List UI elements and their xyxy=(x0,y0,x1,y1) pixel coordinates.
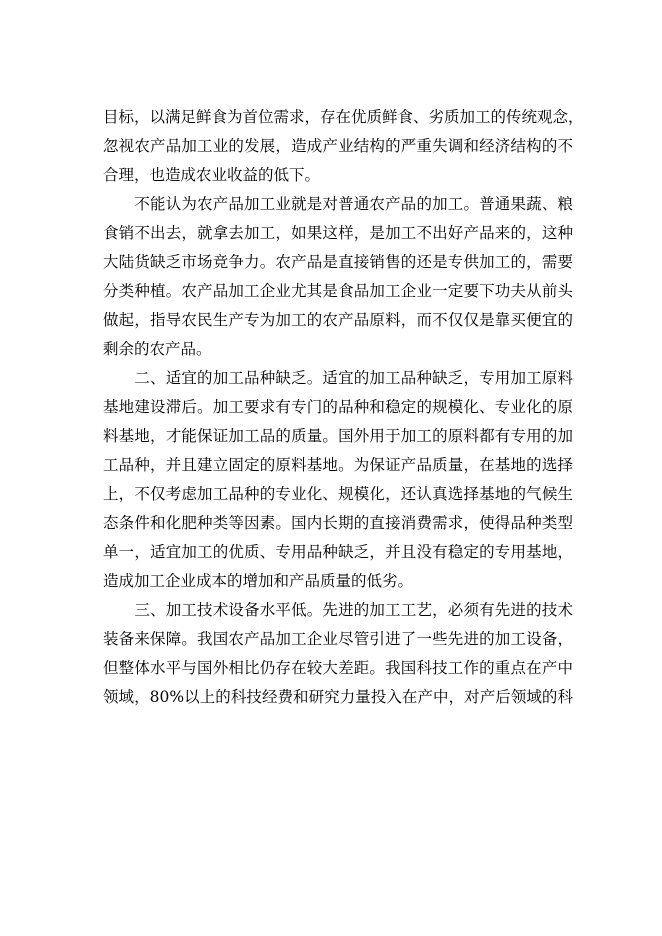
paragraph-3 xyxy=(103,364,573,596)
paragraph-1 xyxy=(103,103,584,190)
text-line: 分类种植。农产品加工企业尤其是食品加工企业一定要下功夫从前头 xyxy=(103,282,573,300)
text-line: 忽视农产品加工业的发展，造成产业结构的严重失调和经济结构的不 xyxy=(103,137,573,155)
text-line: 但整体水平与国外相比仍存在较大差距。我国科技工作的重点在产中 xyxy=(103,659,573,677)
text-line: 不能认为农产品加工业就是对普通农产品的加工。普通果蔬、粮 xyxy=(103,195,573,213)
text-line: 基地建设滞后。加工要求有专门的品种和稳定的规模化、专业化的原 xyxy=(103,398,573,416)
text-line: 造成加工企业成本的增加和产品质量的低劣。 xyxy=(103,572,414,590)
text-line: 单一，适宜加工的优质、专用品种缺乏，并且没有稳定的专用基地， xyxy=(103,543,573,561)
text-line: 大陆货缺乏市场竞争力。农产品是直接销售的还是专供加工的，需要 xyxy=(103,253,573,271)
text-line: 合理，也造成农业收益的低下。 xyxy=(103,166,321,184)
text-line: 态条件和化肥种类等因素。国内长期的直接消费需求，使得品种类型 xyxy=(103,514,573,532)
text-line: 工品种，并且建立固定的原料基地。为保证产品质量，在基地的选择 xyxy=(103,456,573,474)
text-line: 三、加工技术设备水平低。先进的加工工艺，必须有先进的技术 xyxy=(103,601,573,619)
paragraph-4 xyxy=(103,596,573,712)
paragraph-2 xyxy=(103,190,573,364)
text-line: 做起，指导农民生产专为加工的农产品原料，而不仅仅是靠买便宜的 xyxy=(103,311,573,329)
text-line: 目标，以满足鲜食为首位需求，存在优质鲜食、劣质加工的传统观念， xyxy=(103,108,584,126)
text-line: 料基地，才能保证加工品的质量。国外用于加工的原料都有专用的加 xyxy=(103,427,573,445)
text-line: 上，不仅考虑加工品种的专业化、规模化，还认真选择基地的气候生 xyxy=(103,485,573,503)
text-line: 装备来保障。我国农产品加工企业尽管引进了一些先进的加工设备， xyxy=(103,630,573,648)
text-line: 剩余的农产品。 xyxy=(103,340,212,358)
text-line: 食销不出去，就拿去加工，如果这样，是加工不出好产品来的，这种 xyxy=(103,224,573,242)
text-line: 领域，80%以上的科技经费和研究力量投入在产中，对产后领域的科 xyxy=(103,688,573,706)
text-line: 二、适宜的加工品种缺乏。适宜的加工品种缺乏，专用加工原料 xyxy=(103,369,573,387)
body-text xyxy=(103,103,584,712)
